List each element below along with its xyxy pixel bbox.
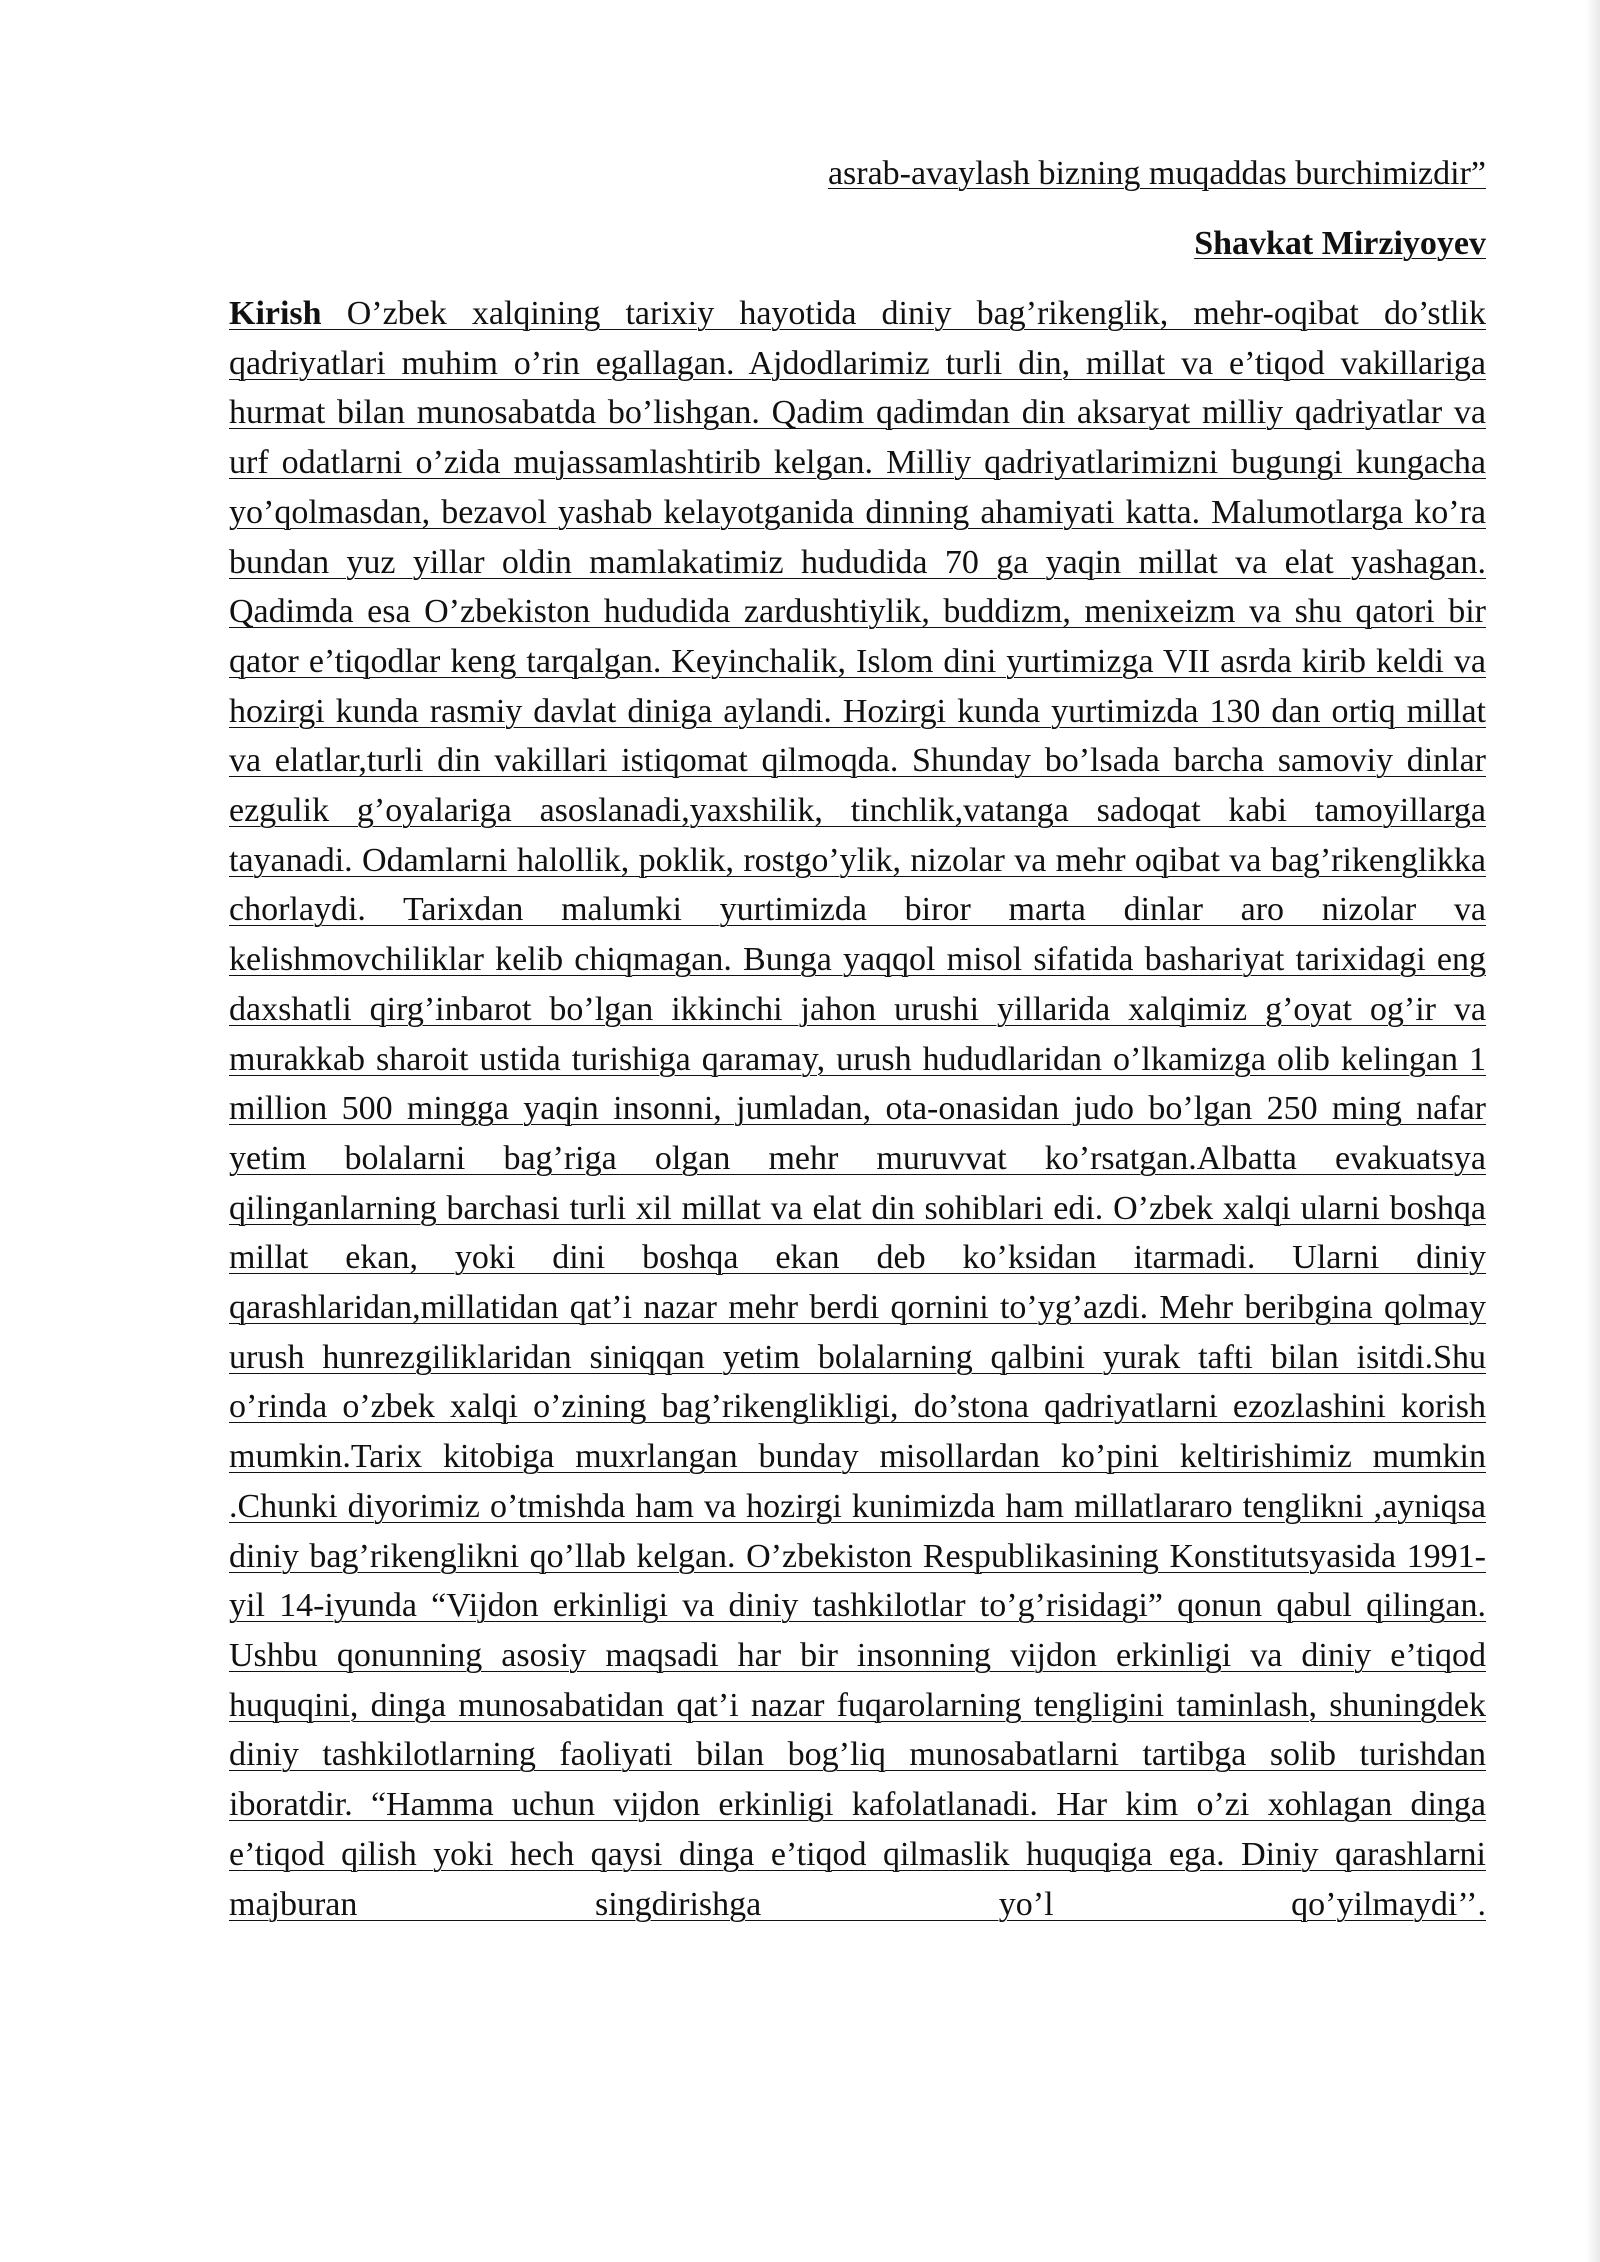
page-edge-shadow xyxy=(1586,0,1600,2262)
epigraph-author: Shavkat Mirziyoyev xyxy=(1194,225,1486,262)
paragraph-text: O’zbek xalqining tarixiy hayotida diniy bag’rikenglik, mehr-oqibat do’stlik qadriyatlari muhim o’rin egallagan. Ajdodlarimiz turli din, millat va e’tiqod vakillariga hurmat bilan munosabatda bo’lishgan. Qadim qadimdan din aksaryat milliy qadriyatlar va urf odatlarni o’zida mujassamlashtirib kelgan. Milliy qadriyatlarimizni bugungi kungacha yo’qolmasdan, bezavol yashab kelayotganida dinning ahamiyati katta. Malumotlarga ko’ra bundan yuz yillar oldin mamlakatimiz hududida 70 ga yaqin millat va elat yashagan. Qadimda esa O’zbekiston hududida zardushtiylik, buddizm, menixeizm va shu qatori bir qator e’tiqodlar keng tarqalgan. Keyinchalik, Islom dini yurtimizga VII asrda kirib keldi va hozirgi kunda rasmiy davlat diniga aylandi. Hozirgi kunda yurtimizda 130 dan ortiq millat va elatlar,turli din vakillari istiqomat qilmoqda. Shunday bo’lsada barcha samoviy dinlar ezgulik g’oyalariga asoslanadi,yaxshilik, tinchlik,vatanga sadoqat kabi tamoyillarga tayanadi. Odamlarni halollik, poklik, rostgo’ylik, nizolar va mehr oqibat va bag’rikenglikka chorlaydi. Tarixdan malumki yurtimizda biror marta dinlar aro nizolar va kelishmovchiliklar kelib chiqmagan. Bunga yaqqol misol sifatida bashariyat tarixidagi eng daxshatli qirg’inbarot bo’lgan ikkinchi jahon urushi yillarida xalqimiz g’oyat og’ir va murakkab sharoit ustida turishiga qaramay, urush hududlaridan o’lkamizga olib kelingan 1 million 500 mingga yaqin insonni, jumladan, ota-onasidan judo bo’lgan 250 ming nafar yetim bolalarni bag’riga olgan mehr muruvvat ko’rsatgan.Albatta evakuatsya qilinganlarning barchasi turli xil millat va elat din sohiblari edi. O’zbek xalqi ularni boshqa millat ekan, yoki dini boshqa ekan deb ko’ksidan itarmadi. Ularni diniy qarashlaridan,millatidan qat’i nazar mehr berdi qornini to’yg’azdi. Mehr beribgina qolmay urush hunrezgiliklaridan siniqqan yetim bolalarning qalbini yurak tafti bilan isitdi.Shu o’rinda o’zbek xalqi o’zining bag’rikenglikligi, do’stona qadriyatlarni ezozlashini korish mumkin.Tarix kitobiga muxrlangan bunday misollardan ko’pini keltirishimiz mumkin .Chunki diyorimiz o’tmishda ham va hozirgi kunimizda ham millatlararo tenglikni ,ayniqsa diniy bag’rikenglikni qo’llab kelgan. O’zbekiston Respublikasining Konstitutsyasida 1991-yil 14-iyunda “Vijdon erkinligi va diniy tashkilotlar to’g’risidagi” qonun qabul qilingan. Ushbu qonunning asosiy maqsadi har bir insonning vijdon erkinligi va diniy e’tiqod huquqini, dinga munosabatidan qat’i nazar fuqarolarning tengligini taminlash, shuningdek diniy tashkilotlarning faoliyati bilan bog’liq munosabatlarni tartibga solib turishdan iboratdir. “Hamma uchun vijdon erkinligi kafolatlanadi. Har kim o’zi xohlagan dinga e’tiqod qilish yoki hech qaysi dinga e’tiqod qilmaslik huquqiga ega. Diniy qarashlarni majburan singdirishga yo’l qo’yilmaydi’’. xyxy=(229,295,1486,1923)
body-paragraph xyxy=(229,289,1486,1929)
section-heading: Kirish xyxy=(229,295,322,332)
epigraph-quote-tail: asrab-avaylash bizning muqaddas burchimizdir” xyxy=(827,155,1486,192)
